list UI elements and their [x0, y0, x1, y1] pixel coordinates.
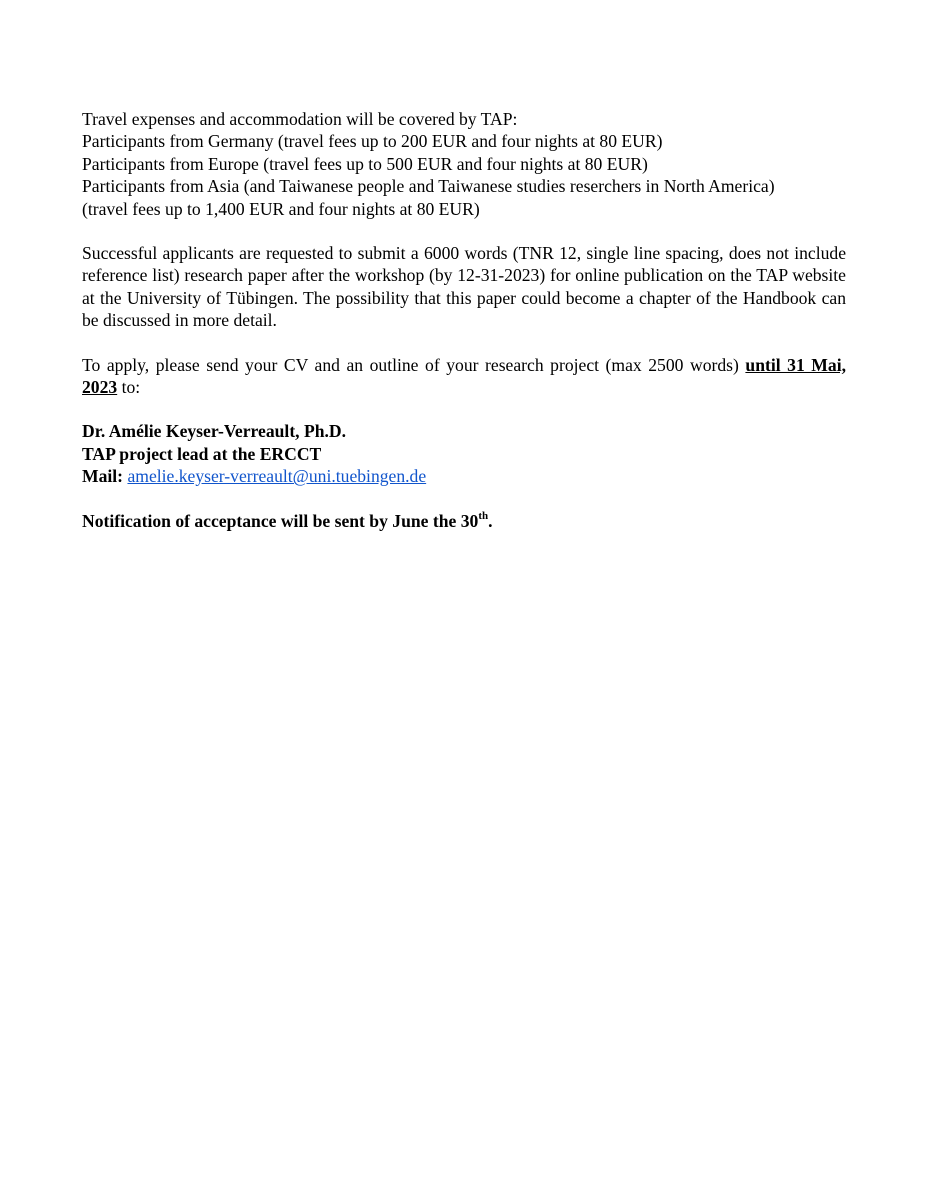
spacer [82, 332, 846, 354]
travel-germany: Participants from Germany (travel fees up to 200 EUR and four nights at 80 EUR) [82, 131, 663, 152]
spacer [82, 488, 846, 510]
apply-paragraph [82, 354, 846, 399]
travel-europe: Participants from Europe (travel fees up to 500 EUR and four nights at 80 EUR) [82, 153, 648, 174]
submission-paragraph: Successful applicants are requested to submit a 6000 words (TNR 12, single line spacing, does not include reference list) research paper after the workshop (by 12-31-2023) for online publication on the TAP website at the University of Tübingen. The possibility that this paper could become a chapter of the Handbook can be discussed in more detail. [82, 243, 846, 331]
travel-asia: Participants from Asia (and Taiwanese people and Taiwanese studies reserchers in North America) [82, 176, 775, 197]
apply-text-after: to: [117, 377, 141, 398]
contact-role: TAP project lead at the ERCCT [82, 443, 322, 464]
contact-block [82, 420, 846, 487]
email-link[interactable]: amelie.keyser-verreault@uni.tuebingen.de [127, 466, 427, 487]
contact-name: Dr. Amélie Keyser-Verreault, Ph.D. [82, 421, 347, 442]
notification-superscript: th [478, 509, 489, 522]
travel-intro: Travel expenses and accommodation will be covered by TAP: [82, 109, 518, 129]
travel-section [82, 108, 846, 220]
contact-mail-line [82, 465, 846, 487]
spacer [82, 220, 846, 242]
spacer [82, 398, 846, 420]
notification-end: . [488, 510, 493, 531]
mail-label: Mail: [82, 466, 124, 487]
apply-text-before: To apply, please send your CV and an outline of your research project (max 2500 words) [82, 354, 746, 375]
notification-text: Notification of acceptance will be sent by June the 30 [82, 510, 479, 531]
notification-line [82, 510, 846, 532]
apply-deadline: until 31 Mai, 2023 [82, 354, 846, 398]
document-page [82, 108, 846, 532]
travel-asia-fees: (travel fees up to 1,400 EUR and four nights at 80 EUR) [82, 198, 480, 219]
